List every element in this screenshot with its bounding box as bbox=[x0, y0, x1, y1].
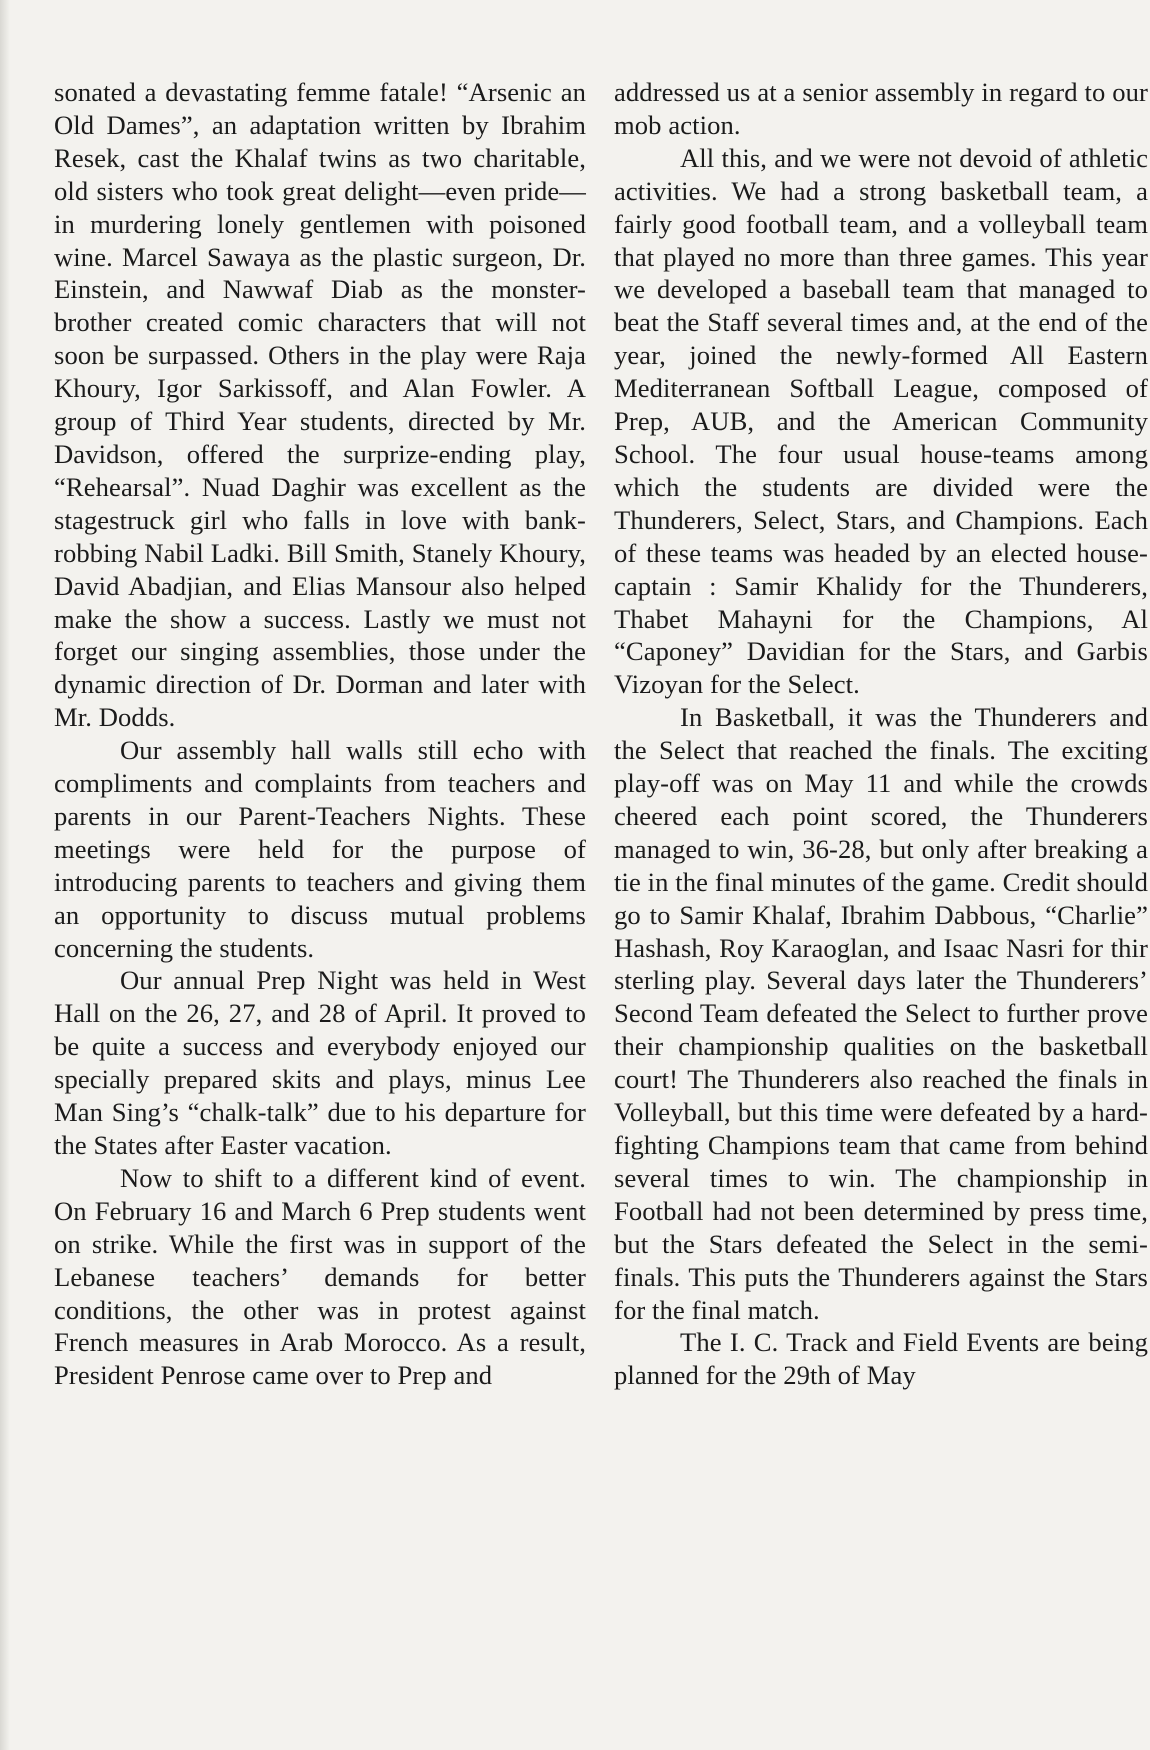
left-text-column bbox=[54, 76, 586, 1392]
paragraph-strikes: Now to shift to a different kind of event. On February 16 and March 6 Prep students went on strike. While the first was in support of the Lebanese teachers’ demands for better conditions, the other was in protest against French measures in Arab Morocco. As a result, President Penrose came over to Prep and bbox=[54, 1162, 586, 1391]
right-text-column bbox=[614, 76, 1148, 1392]
page-binding-edge bbox=[0, 0, 10, 1750]
paragraph-track-field: The I. C. Track and Field Events are being planned for the 29th of May bbox=[614, 1327, 1148, 1391]
paragraph-prep-night: Our annual Prep Night was held in West Hall on the 26, 27, and 28 of April. It proved to be quite a success and everybody enjoyed our specially prepared skits and plays, minus Lee Man Sing’s “chalk-talk” due to his departure for the States after Easter vacation. bbox=[54, 965, 586, 1160]
paragraph-athletics: All this, and we were not devoid of athletic activities. We had a strong basketball team, a fairly good football team, and a volleyball team that played no more than three games. This year we developed a baseball team that managed to beat the Staff several times and, at the end of the year, joined the newly-formed All Eastern Mediterranean Softball League, composed of Prep, AUB, and the American Community School. The four usual house-teams among which the students are divided were the Thunderers, Select, Stars, and Champions. Each of these teams was headed by an elected house-captain : Samir Khalidy for the Thunderers, Thabet Mahayni for the Champions, Al “Caponey” Davidian for the Stars, and Garbis Vizoyan for the Select. bbox=[614, 142, 1148, 700]
paragraph-senior-assembly: addressed us at a senior assembly in regard to our mob action. bbox=[614, 77, 1148, 140]
paragraph-parent-teacher-nights: Our assembly hall walls still echo with compliments and complaints from teachers and parents in our Parent-Teachers Nights. These meetings were held for the purpose of introducing parents to teachers and giving them an opportunity to discuss mutual problems concerning the students. bbox=[54, 735, 586, 963]
paragraph-basketball: In Basketball, it was the Thunderers and the Select that reached the finals. The exciting play-off was on May 11 and while the crowds cheered each point scored, the Thunderers managed to win, 36-28, but only after breaking a tie in the final minutes of the game. Credit should go to Samir Khalaf, Ibrahim Dabbous, “Charlie” Hashash, Roy Karaoglan, and Isaac Nasri for thir sterling play. Several days later the Thunderers’ Second Team defeated the Select to further prove their championship qualities on the basketball court! The Thunderers also reached the finals in Volleyball, but this time were defeated by a hard-fighting Champions team that came from behind several times to win. The championship in Football had not been determined by press time, but the Stars defeated the Select in the semi-finals. This puts the Thunderers against the Stars for the final match. bbox=[614, 702, 1148, 1325]
paragraph-play-review: sonated a devastating femme fatale! “Arsenic an Old Dames”, an adaptation written by Ibrahim Resek, cast the Khalaf twins as two charitable, old sisters who took great delight—even pride—in murdering lonely gentlemen with poisoned wine. Marcel Sawaya as the plastic surgeon, Dr. Einstein, and Nawwaf Diab as the monster-brother created comic characters that will not soon be surpassed. Others in the play were Raja Khoury, Igor Sarkissoff, and Alan Fowler. A group of Third Year students, directed by Mr. Davidson, offered the surprize-ending play, “Rehearsal”. Nuad Daghir was excellent as the stagestruck girl who falls in love with bank-robbing Nabil Ladki. Bill Smith, Stanely Khoury, David Abadjian, and Elias Mansour also helped make the show a success. Lastly we must not forget our singing assemblies, those under the dynamic direction of Dr. Dorman and later with Mr. Dodds. bbox=[54, 77, 586, 733]
